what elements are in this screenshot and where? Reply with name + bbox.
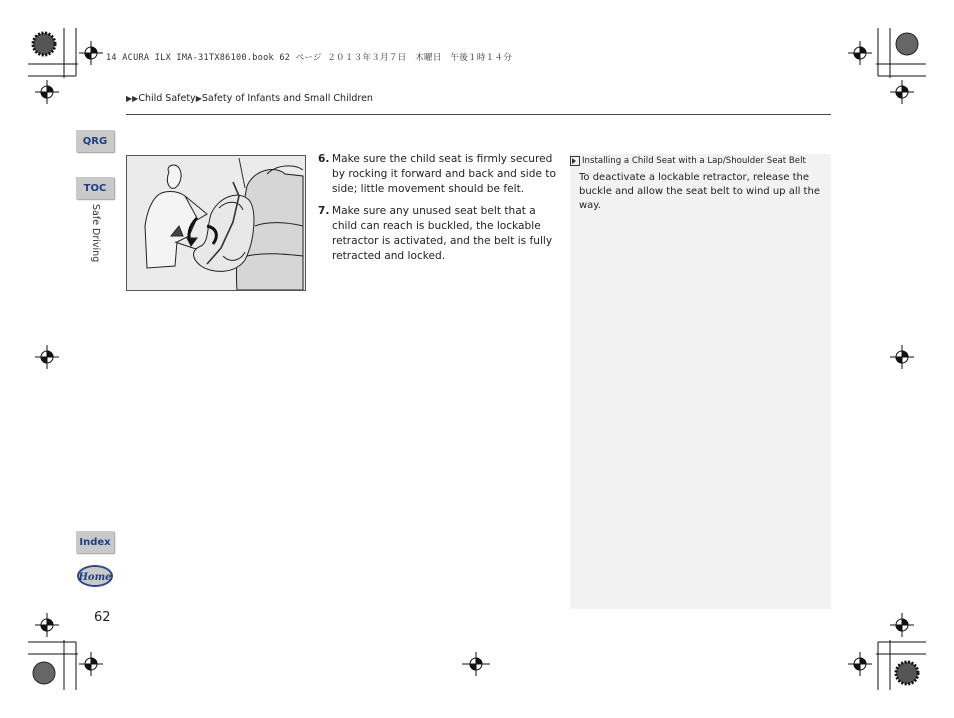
sidebox-title[interactable] [570, 156, 806, 166]
step-text: Make sure any unused seat belt that a child can reach is buckled, the lockable retractor is activated, and the belt is fully retracted and locked. [332, 205, 553, 262]
reference-sidebox [570, 154, 831, 609]
sidebox-body: To deactivate a lockable retractor, release the buckle and allow the seat belt to wind up all the way. [579, 172, 820, 211]
child-seat-drawing [127, 156, 305, 290]
home-label: Home [78, 572, 112, 583]
breadcrumb [126, 93, 373, 104]
breadcrumb-separator: ▶ [195, 94, 202, 103]
print-header: 14 ACURA ILX IMA-31TX86100.book 62 ページ ２０１３年３月７日 木曜日 午後１時１４分 [106, 53, 513, 63]
header-rule [126, 114, 831, 115]
step-6 [318, 152, 556, 197]
step-text: Make sure the child seat is firmly secured by rocking it forward and back and side to side; little movement should be felt. [332, 153, 556, 195]
home-button[interactable] [76, 564, 114, 588]
home-icon [76, 564, 114, 588]
step-7 [318, 204, 556, 264]
breadcrumb-subsection[interactable]: Safety of Infants and Small Children [201, 93, 373, 104]
page-number: 62 [94, 610, 111, 625]
toc-button[interactable]: TOC [76, 177, 114, 199]
reference-arrow-icon [570, 156, 580, 166]
sidebox-title-text: Installing a Child Seat with a Lap/Shoulder Seat Belt [582, 156, 806, 166]
step-number: 6. [318, 153, 330, 165]
qrg-button[interactable]: QRG [76, 130, 114, 152]
instruction-steps [318, 152, 556, 271]
index-button[interactable]: Index [76, 531, 114, 553]
step-number: 7. [318, 205, 330, 217]
breadcrumb-arrows: ▶▶ [126, 94, 139, 103]
illustration-child-seat [126, 155, 306, 291]
breadcrumb-section[interactable]: Child Safety [138, 93, 196, 104]
section-side-label: Safe Driving [90, 204, 101, 263]
